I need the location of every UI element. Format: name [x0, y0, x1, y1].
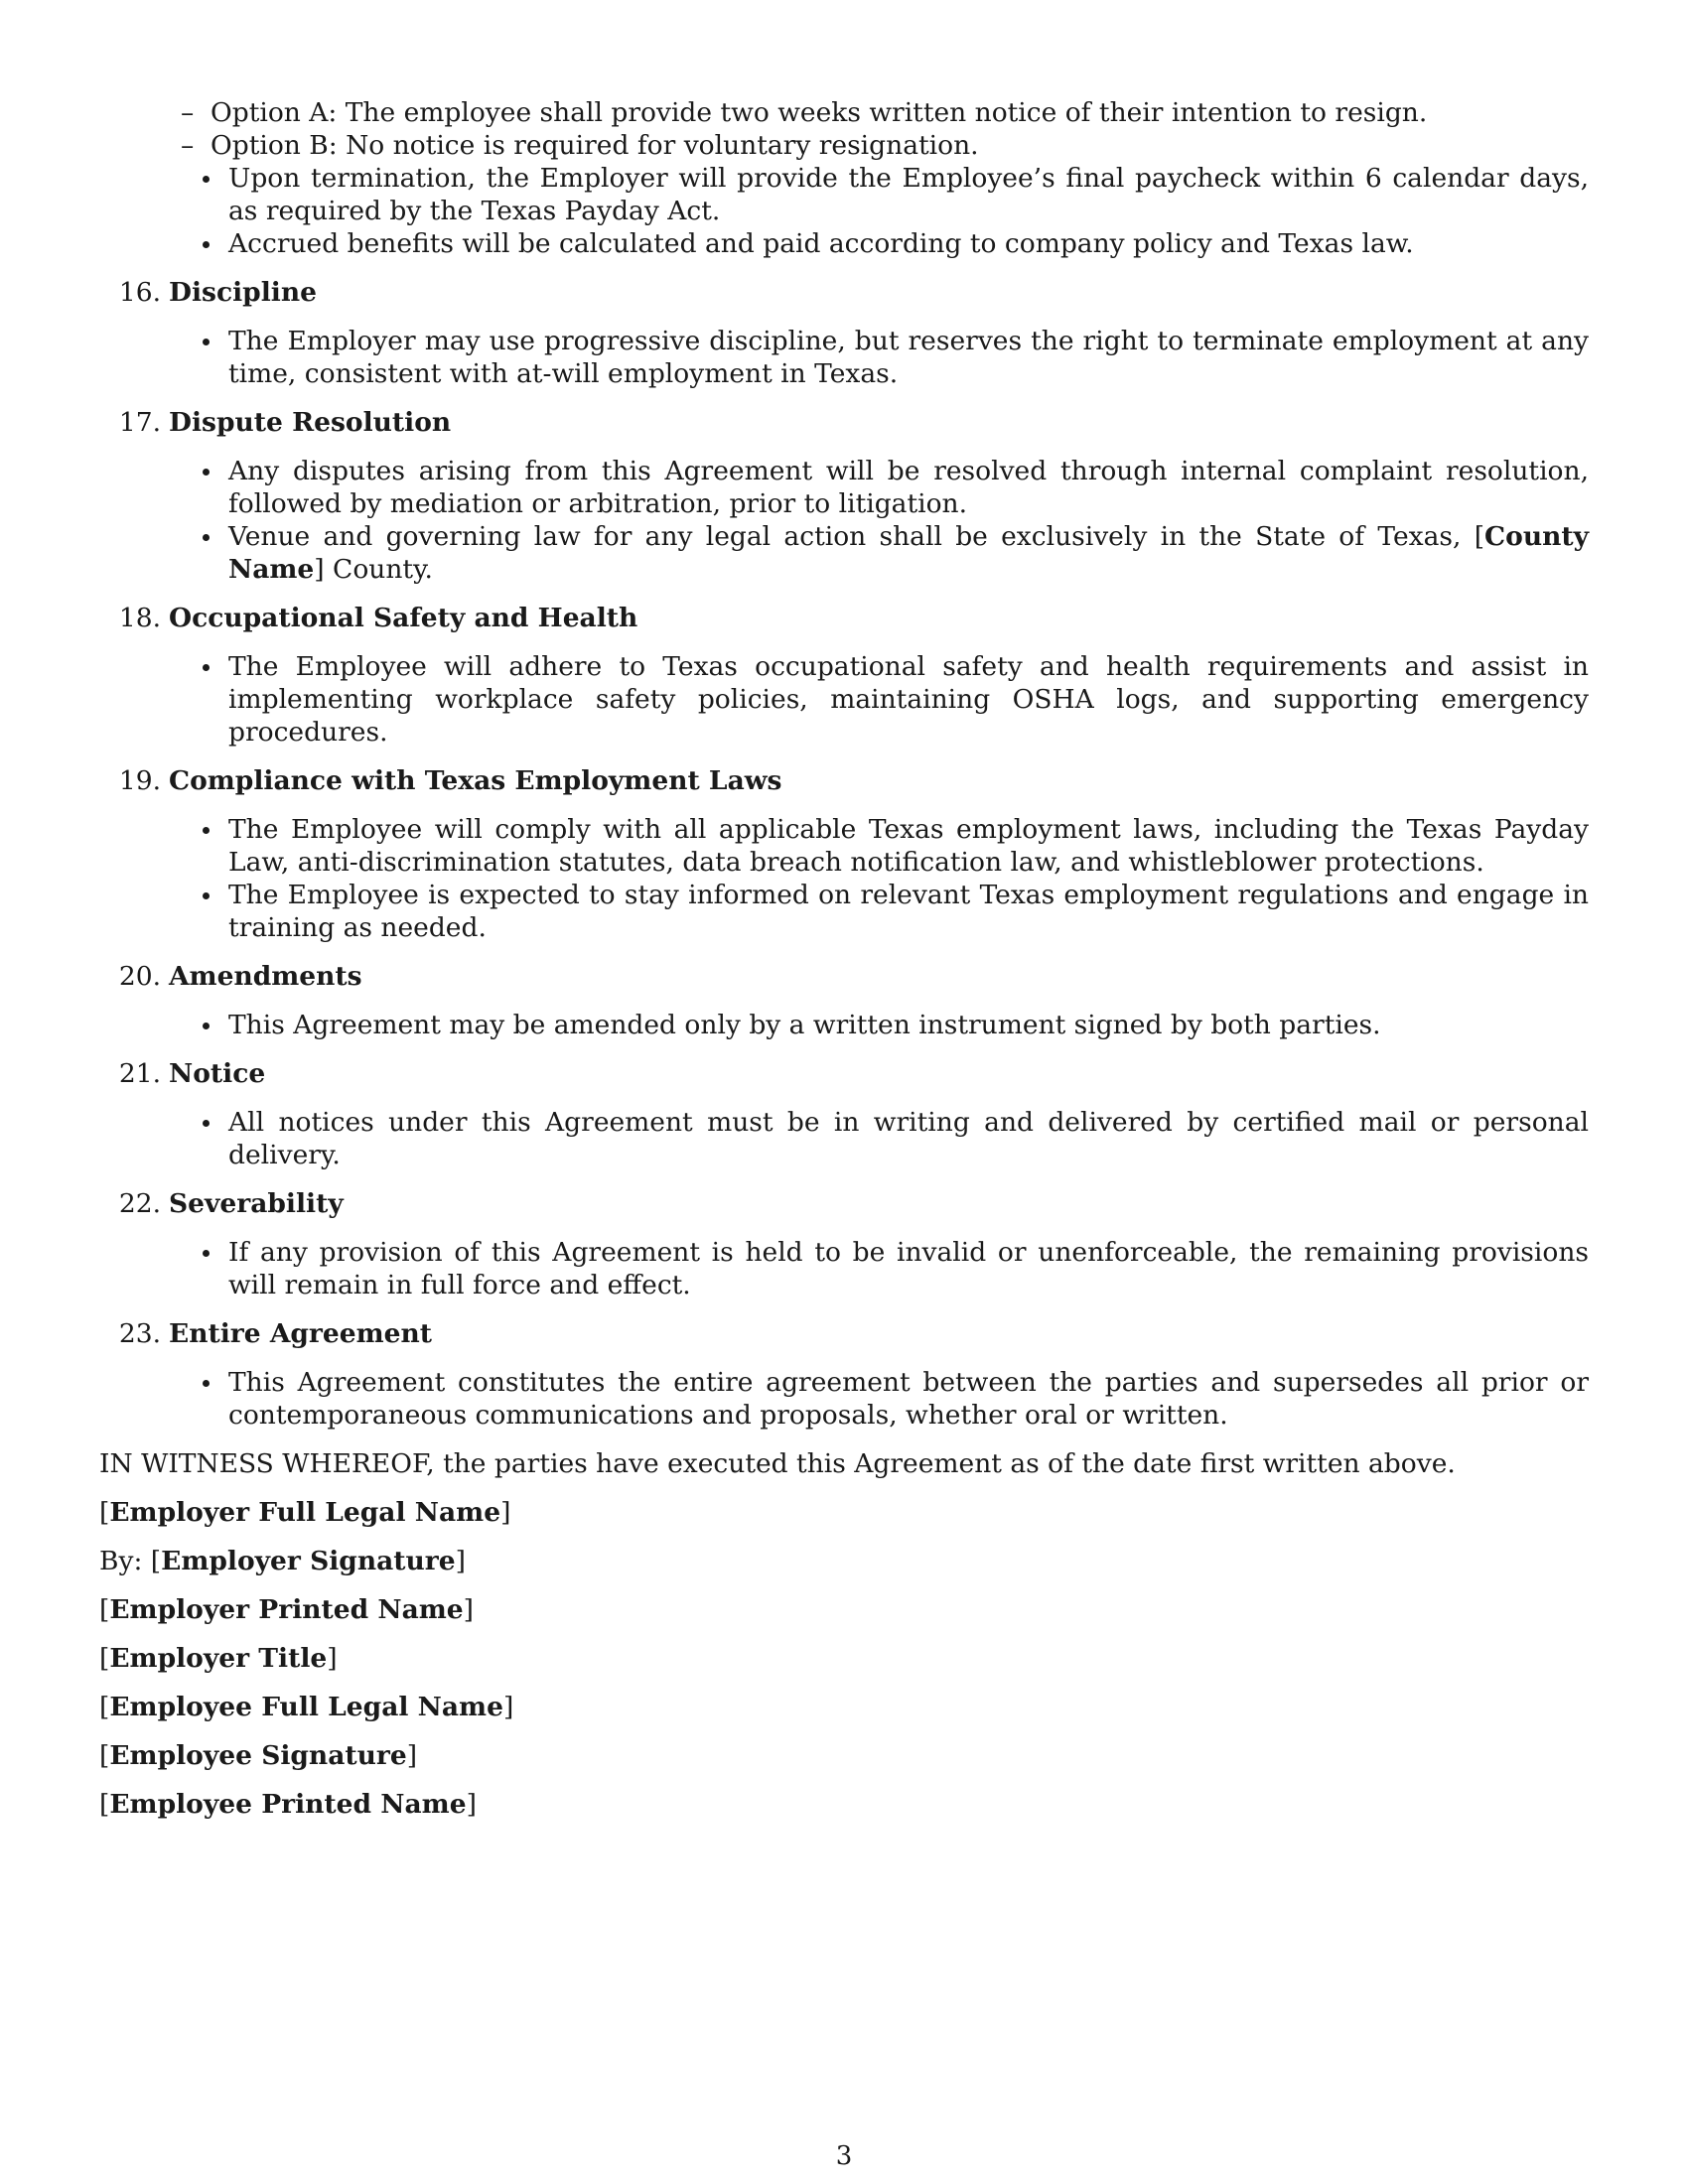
section-number: 23.	[118, 1318, 161, 1349]
section-number: 16.	[118, 277, 161, 308]
document-page	[99, 96, 1589, 1821]
employee-full-legal-name: [Employee Full Legal Name]	[99, 1692, 514, 1722]
employee-signature-text: Employee Signature	[109, 1740, 407, 1771]
employee-full-legal-name-text: Employee Full Legal Name	[109, 1692, 503, 1722]
employer-title-text: Employer Title	[109, 1643, 328, 1674]
page-number: 3	[835, 2141, 853, 2171]
section-discipline	[99, 276, 1589, 390]
section-title: Notice	[169, 1058, 266, 1089]
list-item: The Employer may use progressive discipline, but reserves the right to terminate employment at any time, consistent with at-will employment in Texas.	[99, 325, 1589, 390]
by-label: By:	[99, 1546, 151, 1576]
employer-printed-name-text: Employer Printed Name	[109, 1594, 464, 1625]
venue-bullet	[99, 520, 1589, 586]
resignation-options	[99, 96, 1589, 162]
employer-signature-line: By: [Employer Signature]	[99, 1546, 466, 1576]
section-severability	[99, 1187, 1589, 1301]
section-title: Severability	[169, 1188, 344, 1219]
employee-printed-name: [Employee Printed Name]	[99, 1789, 477, 1820]
list-item: The Employee is expected to stay informed on relevant Texas employment regulations and engage in training as needed.	[99, 879, 1589, 944]
option-b: – Option B: No notice is required for voluntary resignation.	[181, 129, 1589, 162]
option-a: – Option A: The employee shall provide two weeks written notice of their intention to resign.	[181, 96, 1589, 129]
employer-printed-name: [Employer Printed Name]	[99, 1594, 475, 1625]
section-occupational-safety	[99, 602, 1589, 749]
section-dispute-resolution	[99, 406, 1589, 586]
list-item: This Agreement may be amended only by a written instrument signed by both parties.	[99, 1009, 1589, 1041]
section-title: Dispute Resolution	[169, 407, 452, 438]
section-amendments	[99, 960, 1589, 1041]
county-name-placeholder: County Name	[228, 521, 1589, 585]
section-notice	[99, 1057, 1589, 1171]
termination-bullets	[99, 162, 1589, 260]
employer-full-legal-name-text: Employer Full Legal Name	[109, 1497, 501, 1528]
section-number: 20.	[118, 961, 161, 992]
section-number: 22.	[118, 1188, 161, 1219]
final-paycheck-bullet: Upon termination, the Employer will provide the Employee’s final paycheck within 6 calendar days, as required by the Texas Payday Act.	[99, 162, 1589, 227]
section-compliance	[99, 764, 1589, 944]
list-item: The Employee will adhere to Texas occupational safety and health requirements and assist in implementing workplace safety policies, maintaining OSHA logs, and supporting emergency procedures.	[99, 650, 1589, 749]
venue-text: Venue and governing law for any legal action shall be exclusively in the State of Texas, [	[228, 521, 1485, 552]
section-number: 17.	[118, 407, 161, 438]
section-number: 18.	[118, 603, 161, 633]
section-number: 19.	[118, 765, 161, 796]
employer-full-legal-name: [Employer Full Legal Name]	[99, 1497, 511, 1528]
section-entire-agreement	[99, 1317, 1589, 1432]
accrued-benefits-bullet: Accrued benefits will be calculated and paid according to company policy and Texas law.	[99, 227, 1589, 260]
section-title: Occupational Safety and Health	[169, 603, 638, 633]
employee-signature: [Employee Signature]	[99, 1740, 418, 1771]
employer-title: [Employer Title]	[99, 1643, 338, 1674]
venue-text-end: ] County.	[314, 554, 433, 585]
section-title: Discipline	[169, 277, 317, 308]
list-item: This Agreement constitutes the entire agreement between the parties and supersedes all prior or contemporaneous communications and proposals, whether oral or written.	[99, 1366, 1589, 1432]
section-title: Entire Agreement	[169, 1318, 432, 1349]
list-item: Any disputes arising from this Agreement will be resolved through internal complaint resolution, followed by mediation or arbitration, prior to litigation.	[99, 455, 1589, 520]
list-item: All notices under this Agreement must be in writing and delivered by certified mail or personal delivery.	[99, 1106, 1589, 1171]
section-title: Compliance with Texas Employment Laws	[169, 765, 782, 796]
list-item: If any provision of this Agreement is held to be invalid or unenforceable, the remaining provisions will remain in full force and effect.	[99, 1236, 1589, 1301]
witness-statement: IN WITNESS WHEREOF, the parties have executed this Agreement as of the date first written above.	[99, 1448, 1456, 1479]
section-number: 21.	[118, 1058, 161, 1089]
employer-signature-text: Employer Signature	[161, 1546, 456, 1576]
employee-printed-name-text: Employee Printed Name	[109, 1789, 467, 1820]
section-title: Amendments	[169, 961, 362, 992]
list-item: The Employee will comply with all applicable Texas employment laws, including the Texas Payday Law, anti-discrimination statutes, data breach notification law, and whistleblower protections.	[99, 813, 1589, 879]
